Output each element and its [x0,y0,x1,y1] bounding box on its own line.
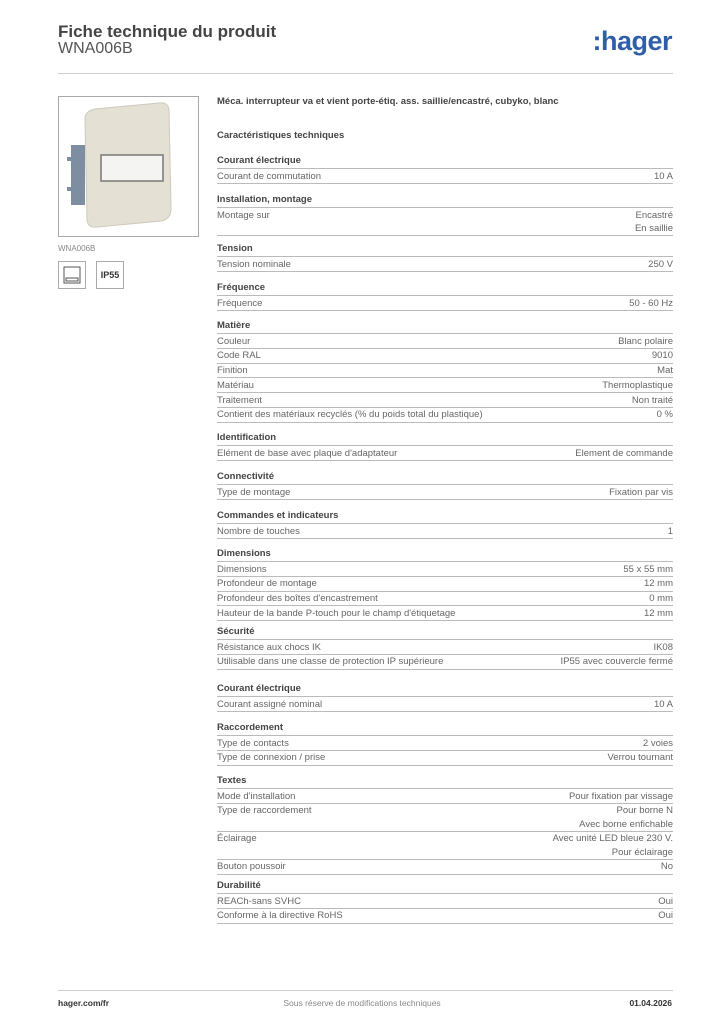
section-title: Connectivité [217,470,673,485]
spec-row [217,485,673,500]
spec-row [217,446,673,461]
spec-section [217,242,673,272]
spec-section [217,193,673,236]
spec-row [217,257,673,272]
spec-value: Non traité [631,394,673,406]
spec-label: Bouton poussoir [217,861,286,873]
spec-row [217,334,673,349]
product-code: WNA006B [58,40,133,57]
spec-label: Conforme à la directive RoHS [217,910,343,922]
spec-section [217,154,673,184]
spec-label: Utilisable dans une classe de protection IP supérieure [217,656,444,668]
spec-label: Finition [217,365,248,377]
spec-section [217,547,673,621]
spec-label: Fréquence [217,297,263,309]
section-title: Installation, montage [217,193,673,208]
footer-divider [58,990,673,991]
spec-label: Résistance aux chocs IK [217,641,322,653]
spec-value: Pour fixation par vissage [568,790,673,802]
spec-section [217,431,673,461]
spec-value: IP55 avec couvercle fermé [560,656,673,668]
spec-value: 12 mm [643,578,673,590]
spec-section [217,281,673,311]
spec-value: Pour borne N Avec borne enfichable [579,805,673,830]
spec-label: Type de raccordement [217,805,312,817]
spec-label: Matériau [217,379,254,391]
spec-section [217,774,673,875]
spec-value: 12 mm [643,607,673,619]
spec-label: Type de contacts [217,737,289,749]
spec-label: Elément de base avec plaque d'adaptateur [217,447,398,459]
spec-label: REACh-sans SVHC [217,895,301,907]
section-title: Fréquence [217,281,673,296]
spec-value: 2 voies [642,737,673,749]
spec-section [217,721,673,766]
spec-row [217,736,673,751]
ip55-badge: IP55 [96,261,124,289]
spec-row [217,697,673,712]
spec-value: 10 A [653,170,673,182]
section-title: Textes [217,774,673,789]
spec-row [217,860,673,875]
spec-value: 9010 [651,350,673,362]
spec-row [217,804,673,832]
spec-label: Nombre de touches [217,525,300,537]
spec-label: Courant de commutation [217,170,322,182]
spec-value: Mat [657,365,673,377]
spec-value: 10 A [653,698,673,710]
spec-value: 0 mm [649,593,673,605]
spec-row [217,349,673,364]
section-title: Dimensions [217,547,673,562]
spec-row [217,751,673,766]
section-title: Courant électrique [217,682,673,697]
footer-website[interactable]: hager.com/fr [58,998,110,1008]
spec-row [217,606,673,621]
characteristics-title: Caractéristiques techniques [217,130,345,141]
spec-row [217,640,673,655]
section-title: Tension [217,242,673,257]
spec-row [217,408,673,423]
spec-value: Oui [658,895,673,907]
spec-row [217,524,673,539]
spec-label: Type de connexion / prise [217,752,326,764]
hager-logo: :hager [592,26,672,56]
spec-row [217,655,673,670]
spec-value: Encastré En saillie [634,209,673,234]
spec-label: Mode d'installation [217,790,296,802]
spec-row [217,577,673,592]
spec-section [217,470,673,500]
page-title: Fiche technique du produit [58,22,277,41]
spec-value: Thermoplastique [602,379,673,391]
spec-value: 55 x 55 mm [623,563,673,575]
spec-label: Profondeur de montage [217,578,317,590]
spec-row [217,909,673,924]
spec-label: Type de montage [217,486,291,498]
section-title: Durabilité [217,879,673,894]
footer-date: 01.04.2026 [629,998,672,1008]
spec-section [217,509,673,539]
spec-value: Verrou tournant [607,752,673,764]
spec-section [217,319,673,423]
spec-row [217,208,673,236]
spec-section [217,682,673,712]
section-title: Sécurité [217,625,673,640]
spec-row [217,378,673,393]
image-caption: WNA006B [58,244,96,253]
product-image [58,96,199,237]
spec-row [217,592,673,607]
spec-label: Traitement [217,394,263,406]
spec-value: Blanc polaire [618,335,673,347]
spec-row [217,393,673,408]
spec-value: Fixation par vis [609,486,673,498]
spec-value: No [660,861,673,873]
spec-value: 0 % [656,409,673,421]
spec-label: Tension nominale [217,258,291,270]
spec-label: Dimensions [217,563,267,575]
spec-value: 50 - 60 Hz [629,297,673,309]
footer-notice: Sous réserve de modifications techniques [283,998,441,1008]
spec-row [217,562,673,577]
spec-label: Profondeur des boîtes d'encastrement [217,593,378,605]
section-title: Courant électrique [217,154,673,169]
flush-mount-icon [58,261,86,289]
spec-label: Code RAL [217,350,261,362]
section-title: Commandes et indicateurs [217,509,673,524]
section-title: Identification [217,431,673,446]
spec-row [217,296,673,311]
spec-section [217,625,673,670]
spec-row [217,364,673,379]
spec-value: 1 [667,525,673,537]
header-divider [58,73,673,74]
spec-label: Éclairage [217,833,257,845]
spec-label: Couleur [217,335,251,347]
spec-label: Hauteur de la bande P-touch pour le champ d'étiquetage [217,607,456,619]
spec-row [217,789,673,804]
spec-value: Oui [658,910,673,922]
section-title: Matière [217,319,673,334]
spec-row [217,169,673,184]
spec-label: Courant assigné nominal [217,698,323,710]
product-description: Méca. interrupteur va et vient porte-étiq. ass. saillie/encastré, cubyko, blanc [217,96,559,107]
spec-row [217,832,673,860]
spec-label: Montage sur [217,209,270,221]
spec-value: 250 V [648,258,673,270]
spec-section [217,879,673,924]
spec-label: Contient des matériaux recyclés (% du poids total du plastique) [217,409,483,421]
section-title: Raccordement [217,721,673,736]
spec-value: Avec unité LED bleue 230 V. Pour éclairage [552,833,673,858]
spec-value: IK08 [653,641,673,653]
spec-value: Element de commande [575,447,673,459]
spec-row [217,894,673,909]
